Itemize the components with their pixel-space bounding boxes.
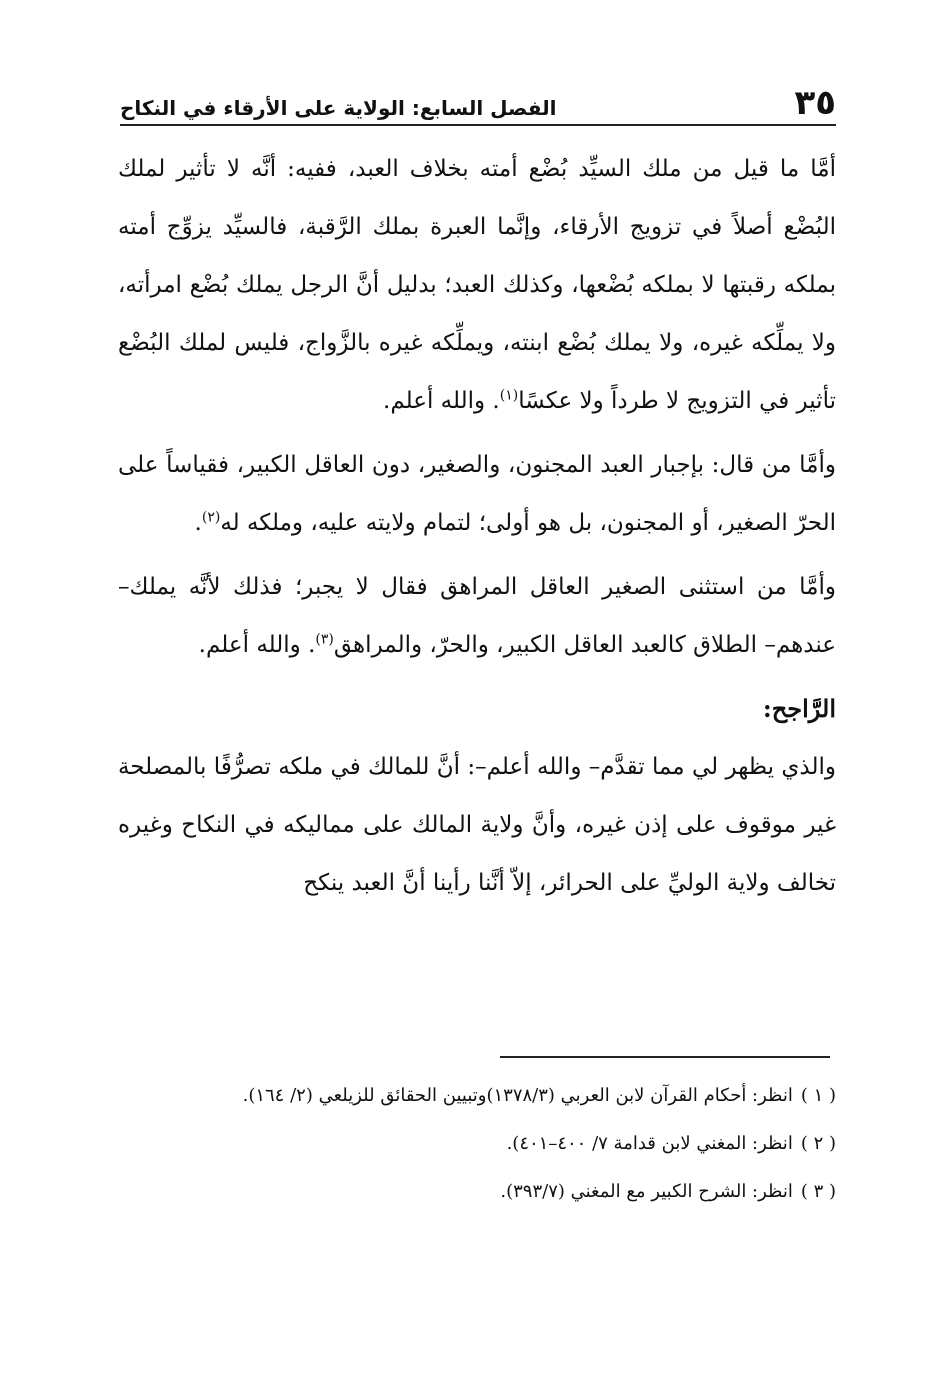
footnote-3	[118, 1168, 836, 1216]
paragraph-3-text: وأمَّا من استثنى الصغير العاقل المراهق فقال لا يجبر؛ فذلك لأنَّه يملك– عندهم– الطلاق كالعبد العاقل الكبير، والحرّ، والمراهق	[118, 574, 836, 658]
paragraph-1-end: . والله أعلم.	[383, 388, 500, 414]
footnote-number: ( ١ )	[800, 1085, 836, 1106]
paragraph-3	[118, 558, 836, 674]
footnote-marker-2: (٢)	[201, 509, 221, 526]
footnote-text: انظر: أحكام القرآن لابن العربي (١٣٧٨/٣)وتبيين الحقائق للزيلعي (٢/ ١٦٤).	[242, 1085, 793, 1106]
paragraph-3-end: . والله أعلم.	[198, 632, 316, 658]
page-header	[120, 76, 836, 126]
paragraph-2-text: وأمَّا من قال: بإجبار العبد المجنون، والصغير، دون العاقل الكبير، فقياساً على الحرّ الصغير، أو المجنون، بل هو أولى؛ لتمام ولايته عليه، وملكه له	[118, 452, 836, 536]
footnote-2	[118, 1120, 836, 1168]
paragraph-1-text: أمَّا ما قيل من ملك السيِّد بُضْع أمته بخلاف العبد، ففيه: أنَّه لا تأثير لملك البُضْع أصلاً في تزويج الأرقاء، وإنَّما العبرة بملك الرَّقبة، فالسيِّد يزوِّج أمته بملكه رقبتها لا بملكه بُضْعها، وكذلك العبد؛ بدليل أنَّ الرجل يملك بُضْع امرأته، ولا يملِّكه غيره، ولا يملك بُضْع ابنته، ويملِّكه غيره بالزَّواج، فليس لملك البُضْع تأثير في التزويج لا طرداً ولا عكسًا	[118, 156, 836, 414]
footnote-number: ( ٣ )	[800, 1181, 836, 1202]
page-number: ٣٥	[794, 83, 836, 123]
footnote-1	[118, 1072, 836, 1120]
paragraph-4	[118, 738, 836, 912]
footnote-text: انظر: الشرح الكبير مع المغني (٣٩٣/٧).	[500, 1181, 793, 1202]
footnote-text: انظر: المغني لابن قدامة ٧/ ٤٠٠–٤٠١).	[506, 1133, 793, 1154]
footnote-marker-1: (١)	[499, 387, 519, 404]
paragraph-2	[118, 436, 836, 552]
body-text	[118, 140, 836, 918]
section-heading: الرَّاجح:	[762, 694, 836, 723]
footnote-marker-3: (٣)	[315, 631, 334, 648]
running-title: الفصل السابع: الولاية على الأرقاء في النكاح	[120, 96, 557, 120]
paragraph-4-text: والذي يظهر لي مما تقدَّم– والله أعلم–: أنَّ للمالك في ملكه تصرُّفًا بالمصلحة غير موقوف على إذن غيره، وأنَّ ولاية المالك على مماليكه في النكاح وغيره تخالف ولاية الوليِّ على الحرائر، إلاّ أنَّنا رأينا أنَّ العبد ينكح	[118, 754, 836, 896]
paragraph-2-end: .	[194, 510, 202, 536]
paragraph-1	[118, 140, 836, 430]
footnote-number: ( ٢ )	[800, 1133, 836, 1154]
footnote-divider	[500, 1056, 830, 1058]
footnotes	[118, 1072, 836, 1216]
